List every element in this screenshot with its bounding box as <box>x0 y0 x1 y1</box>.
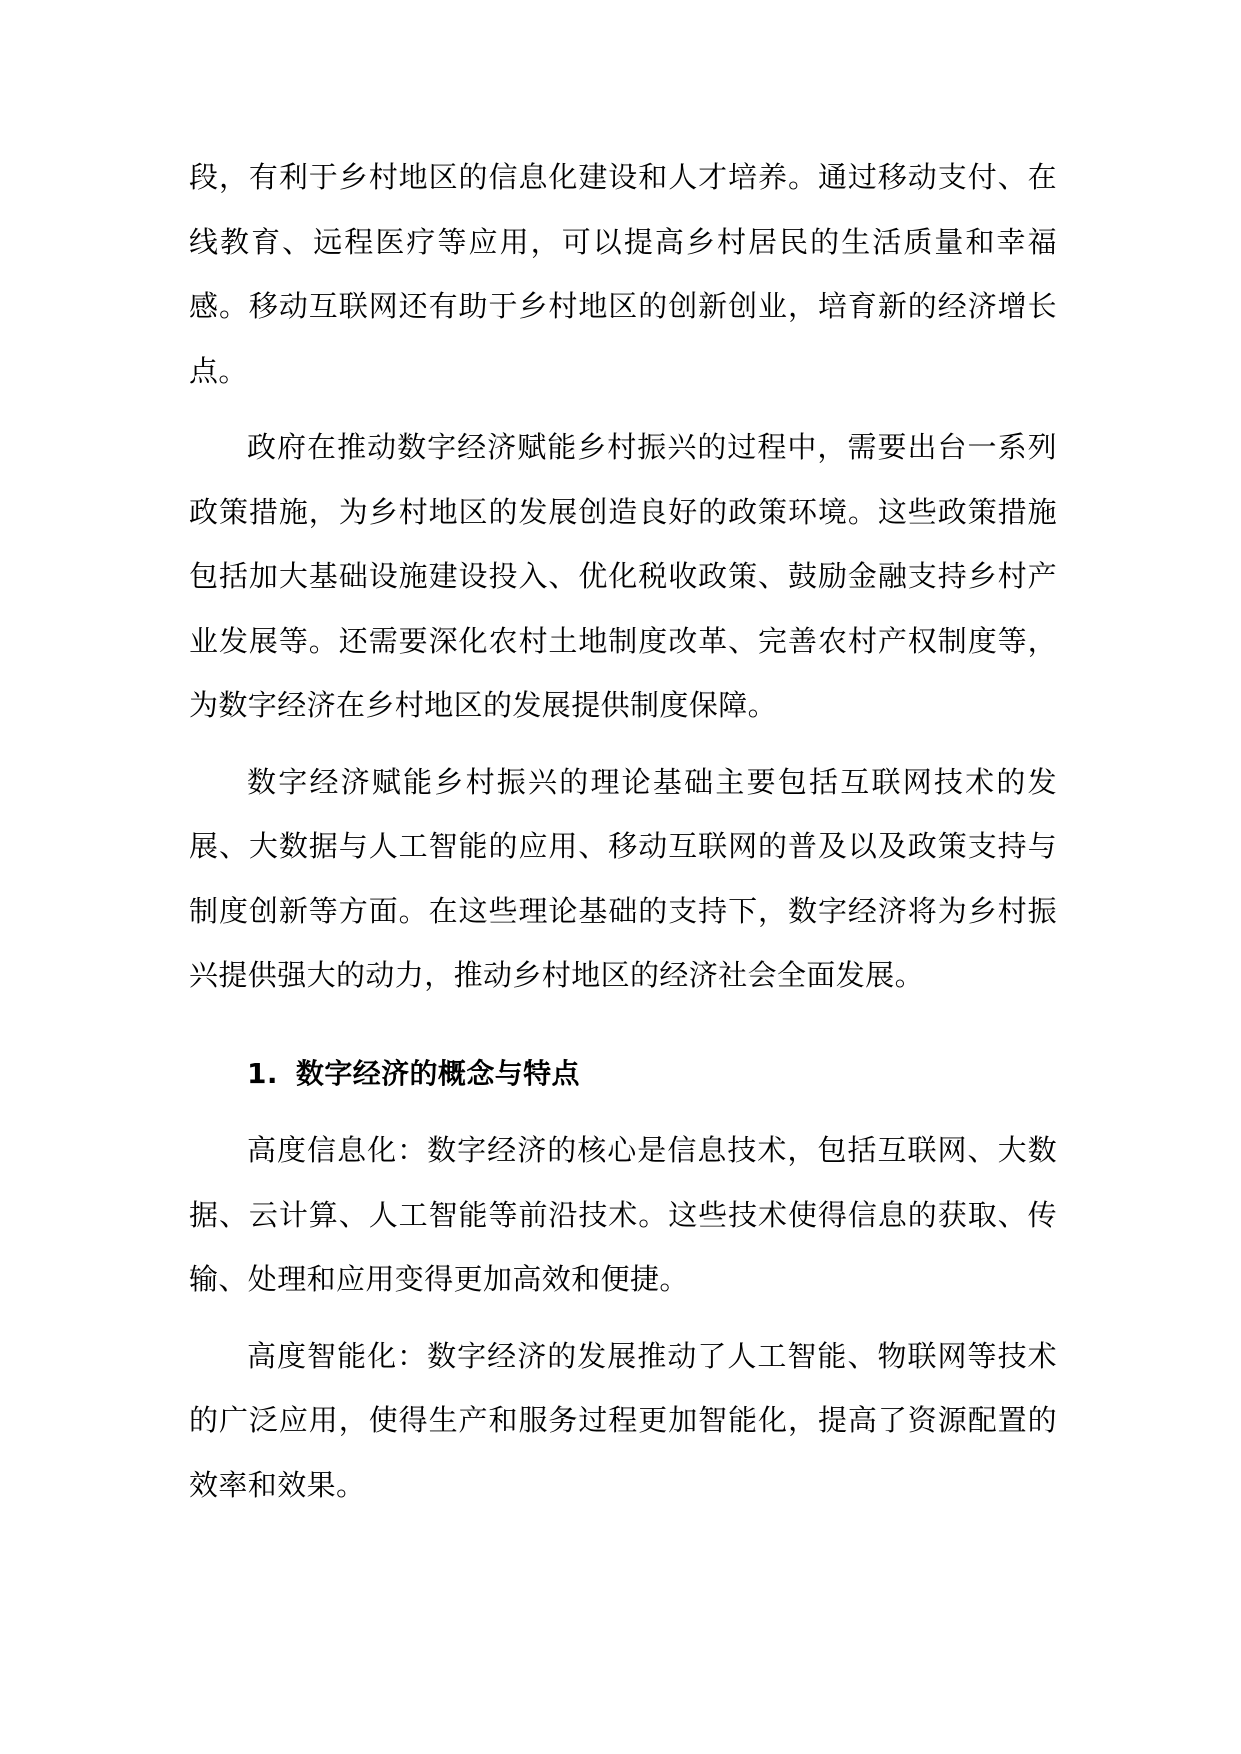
paragraph-continuation: 段，有利于乡村地区的信息化建设和人才培养。通过移动支付、在线教育、远程医疗等应用，可以提高乡村居民的生活质量和幸福感。移动互联网还有助于乡村地区的创新创业，培育新的经济增长点。 <box>189 160 1057 388</box>
paragraph-theory-summary: 数字经济赋能乡村振兴的理论基础主要包括互联网技术的发展、大数据与人工智能的应用、移动互联网的普及以及政策支持与制度创新等方面。在这些理论基础的支持下，数字经济将为乡村振兴提供强大的动力，推动乡村地区的经济社会全面发展。 <box>189 764 1057 992</box>
document-body <box>189 145 1057 1529</box>
paragraph-intelligence: 高度智能化：数字经济的发展推动了人工智能、物联网等技术的广泛应用，使得生产和服务过程更加智能化，提高了资源配置的效率和效果。 <box>189 1338 1057 1502</box>
section-number: 1. <box>247 1056 278 1090</box>
paragraph-informatization: 高度信息化：数字经济的核心是信息技术，包括互联网、大数据、云计算、人工智能等前沿技术。这些技术使得信息的获取、传输、处理和应用变得更加高效和便捷。 <box>189 1133 1057 1296</box>
section-heading <box>189 1042 1057 1107</box>
paragraph-policy-support: 政府在推动数字经济赋能乡村振兴的过程中，需要出台一系列政策措施，为乡村地区的发展创造良好的政策环境。这些政策措施包括加大基础设施建设投入、优化税收政策、鼓励金融支持乡村产业发展等。还需要深化农村土地制度改革、完善农村产权制度等，为数字经济在乡村地区的发展提供制度保障。 <box>189 430 1057 722</box>
section-title: 数字经济的概念与特点 <box>295 1056 580 1090</box>
